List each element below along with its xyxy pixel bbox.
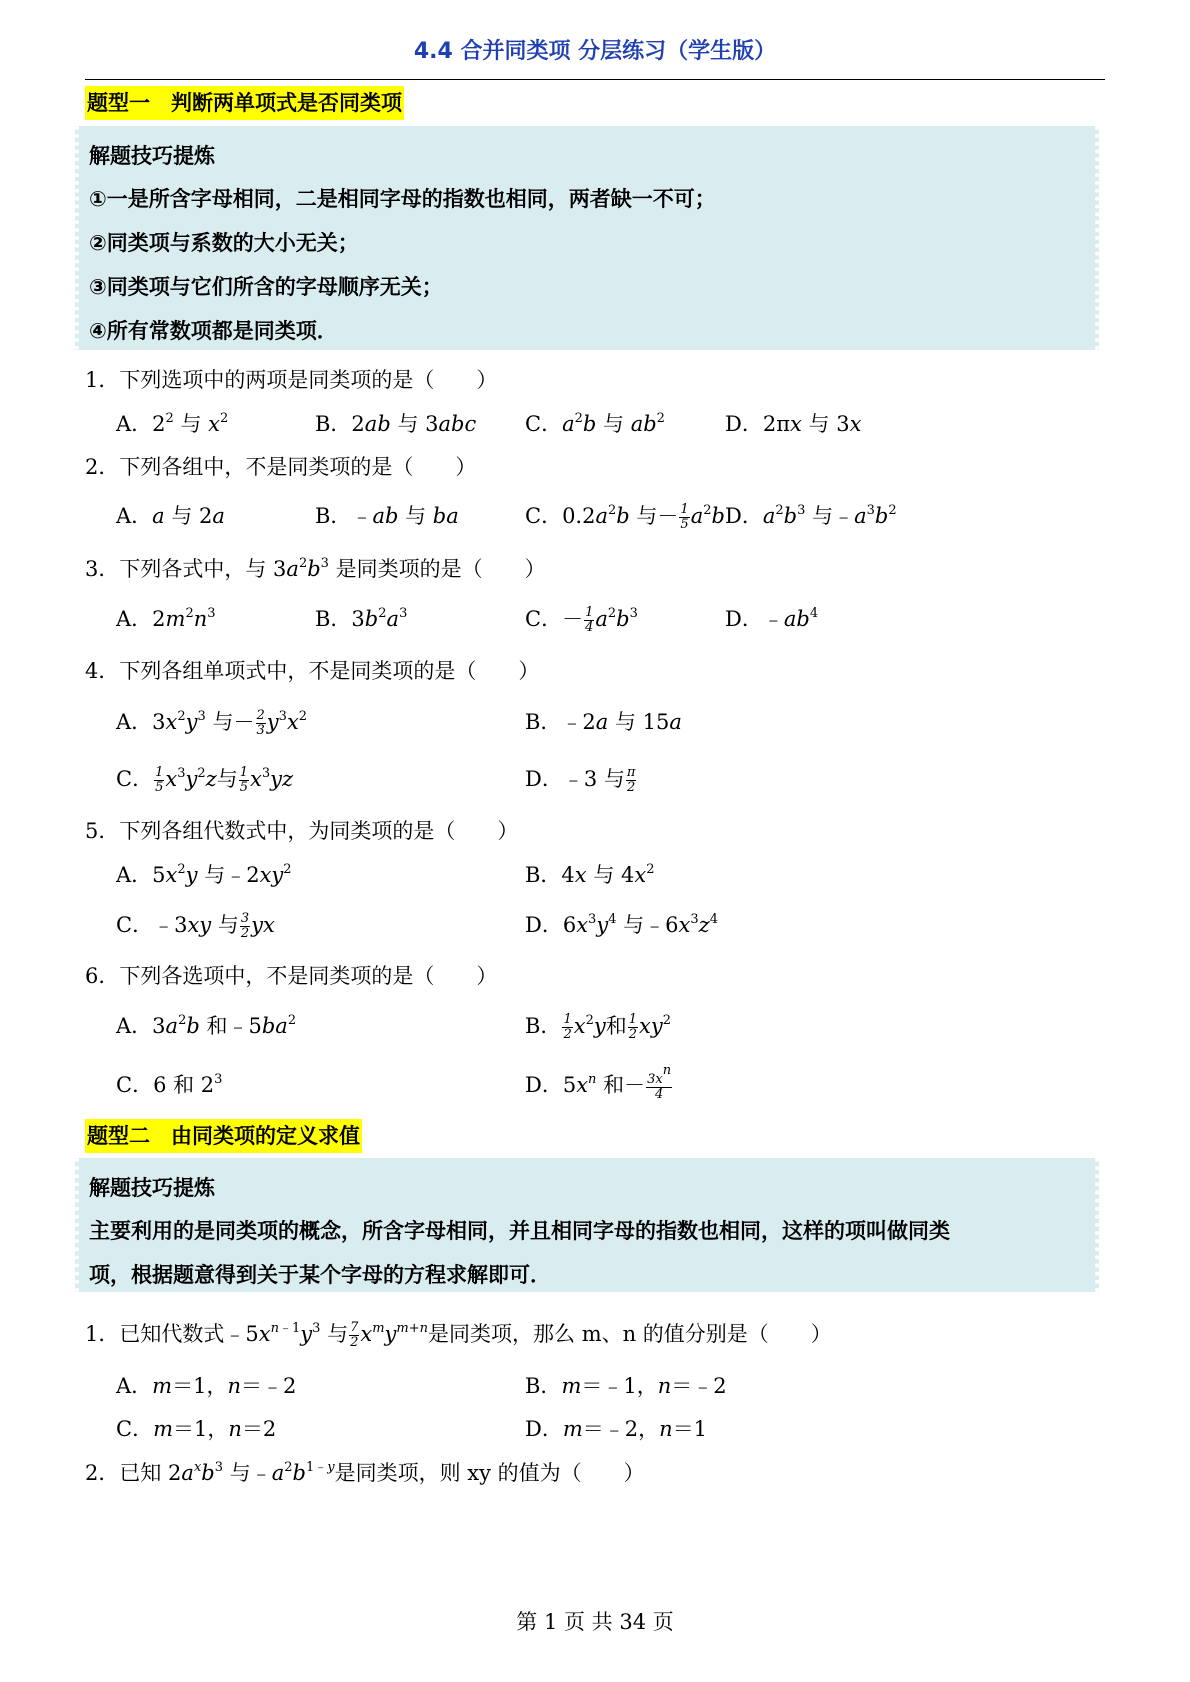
tip-line: ①一是所含字母相同，二是相同字母的指数也相同，两者缺一不可； [89,187,716,211]
question-5-stem: 5．下列各组代数式中，为同类项的是（ ） [85,819,519,843]
section-2-question-1-stem: 1．已知代数式$﹣5x^{n﹣1}y^3$ 与 $\frac{7}{2}$ $x^my^{m+n}$是同类项，那么 m、n 的值分别是（ ） [85,1320,832,1350]
s2q2-prefix: 2．已知 2 [85,1461,182,1485]
section-2-question-2-stem: 2．已知 $2a^xb^3$ 与$﹣a^2b^{1﹣y}$是同类项，则 xy 的值为（ ） [85,1460,645,1485]
section-2-question-1-option-a: A．m＝1，n＝﹣2 [116,1374,297,1398]
s2q1-prefix: 1．已知代数式﹣5 [85,1322,259,1346]
question-6-option-c: C．6 和 $2^3$ [116,1072,223,1097]
question-6-option-d: D．$5x^n$ 和－ $\frac{3x^n}{4}$ [525,1063,672,1102]
tip-line: 主要利用的是同类项的概念，所含字母相同，并且相同字母的指数也相同，这样的项叫做同类 [89,1219,950,1243]
question-5-option-b: B．4x 与 $4x^2$ [525,862,655,887]
question-6-option-a: A．$3a^2b$ 和$﹣5ba^2$ [116,1013,297,1038]
section-1-tip-box [75,126,1099,350]
question-3-option-c: C．－ $\frac{1}{4}$ $a^2b^3$ [525,605,638,635]
section-2-question-1-option-c: C．m＝1，n＝2 [116,1417,277,1441]
question-1-option-a: A．$2^2$ 与 $x^2$ [116,411,229,436]
question-5-option-c: C．﹣3xy 与 $\frac{3}{2}$ yx [116,911,275,941]
question-5-option-a: A．$5x^2y$ 与$﹣2xy^2$ [116,862,292,887]
section-2-question-1-option-b: B．m＝﹣1，n＝﹣2 [525,1374,727,1398]
question-2-option-c: C．$0.2a^2b$ 与－ $\frac{1}{5}$ $a^2b$ [525,502,725,532]
question-3-option-a: A．$2m^2n^3$ [116,606,216,631]
question-2-option-d: D．$a^2b^3$ 与$﹣a^3b^2$ [725,503,897,528]
tip-line: ②同类项与系数的大小无关； [89,231,359,255]
question-6-stem: 6．下列各选项中，不是同类项的是（ ） [85,964,498,988]
question-1-option-c: C．$a^2b$ 与 $ab^2$ [525,411,665,436]
question-4-stem: 4．下列各组单项式中，不是同类项的是（ ） [85,659,540,683]
page-footer: 第 1 页 共 34 页 [516,1610,674,1634]
question-1-option-b: B．2ab 与 3abc [315,412,477,436]
question-1-option-d: D．2πx 与 3x [725,412,862,436]
question-2-option-b: B．﹣ab 与 ba [315,504,459,528]
question-2-stem: 2．下列各组中，不是同类项的是（ ） [85,455,477,479]
section-2-tip-box [75,1158,1099,1292]
tip-line: ③同类项与它们所含的字母顺序无关； [89,275,443,299]
section-1-title: 题型一 判断两单项式是否同类项 [85,86,404,120]
document-title: 4.4 合并同类项 分层练习（学生版） [413,39,777,64]
question-4-option-d: D．﹣3 与 $\frac{\pi}{2}$ [525,765,636,795]
question-5-option-d: D．$6x^3y^4$ 与$﹣6x^3z^4$ [525,912,719,937]
s2q2-suffix: 是同类项，则 xy 的值为（ ） [334,1461,645,1485]
question-2-option-a: A．a 与 2a [116,504,225,528]
question-4-option-a: A．$3x^2y^3$ 与－ $\frac{2}{3}$ $y^3x^2$ [116,708,308,738]
tip-line: ④所有常数项都是同类项． [89,319,338,343]
tip-heading: 解题技巧提炼 [89,144,215,168]
question-3-option-b: B．$3b^2a^3$ [315,606,408,631]
tip-heading: 解题技巧提炼 [89,1176,215,1200]
question-3-option-d: D．$﹣ab^4$ [725,606,819,631]
question-3-stem-suffix: 是同类项的是（ ） [328,557,546,581]
question-4-option-b: B．﹣2a 与 15a [525,710,682,734]
s2q1-suffix: 是同类项，那么 m、n 的值分别是（ ） [428,1322,832,1346]
section-2-title: 题型二 由同类项的定义求值 [85,1119,362,1153]
s2q1-mid: 与 [327,1322,349,1346]
header-rule [85,79,1105,80]
question-1-stem: 1．下列选项中的两项是同类项的是（ ） [85,368,498,392]
question-3-stem-prefix: 3．下列各式中，与 3 [85,557,287,581]
tip-line: 项，根据题意得到关于某个字母的方程求解即可． [89,1263,551,1287]
question-3-stem: 3．下列各式中，与 $3a^2b^3$ 是同类项的是（ ） [85,556,546,581]
s2q2-mid: 与﹣ [223,1461,272,1485]
question-4-option-c: C． $\frac{1}{5}$ $x^3y^2z$与 $\frac{1}{5}$ $x^3yz$ [116,765,294,795]
section-2-question-1-option-d: D．m＝﹣2，n＝1 [525,1417,708,1441]
question-6-option-b: B． $\frac{1}{2}$ $x^2y$和 $\frac{1}{2}$ $xy^2$ [525,1012,671,1042]
